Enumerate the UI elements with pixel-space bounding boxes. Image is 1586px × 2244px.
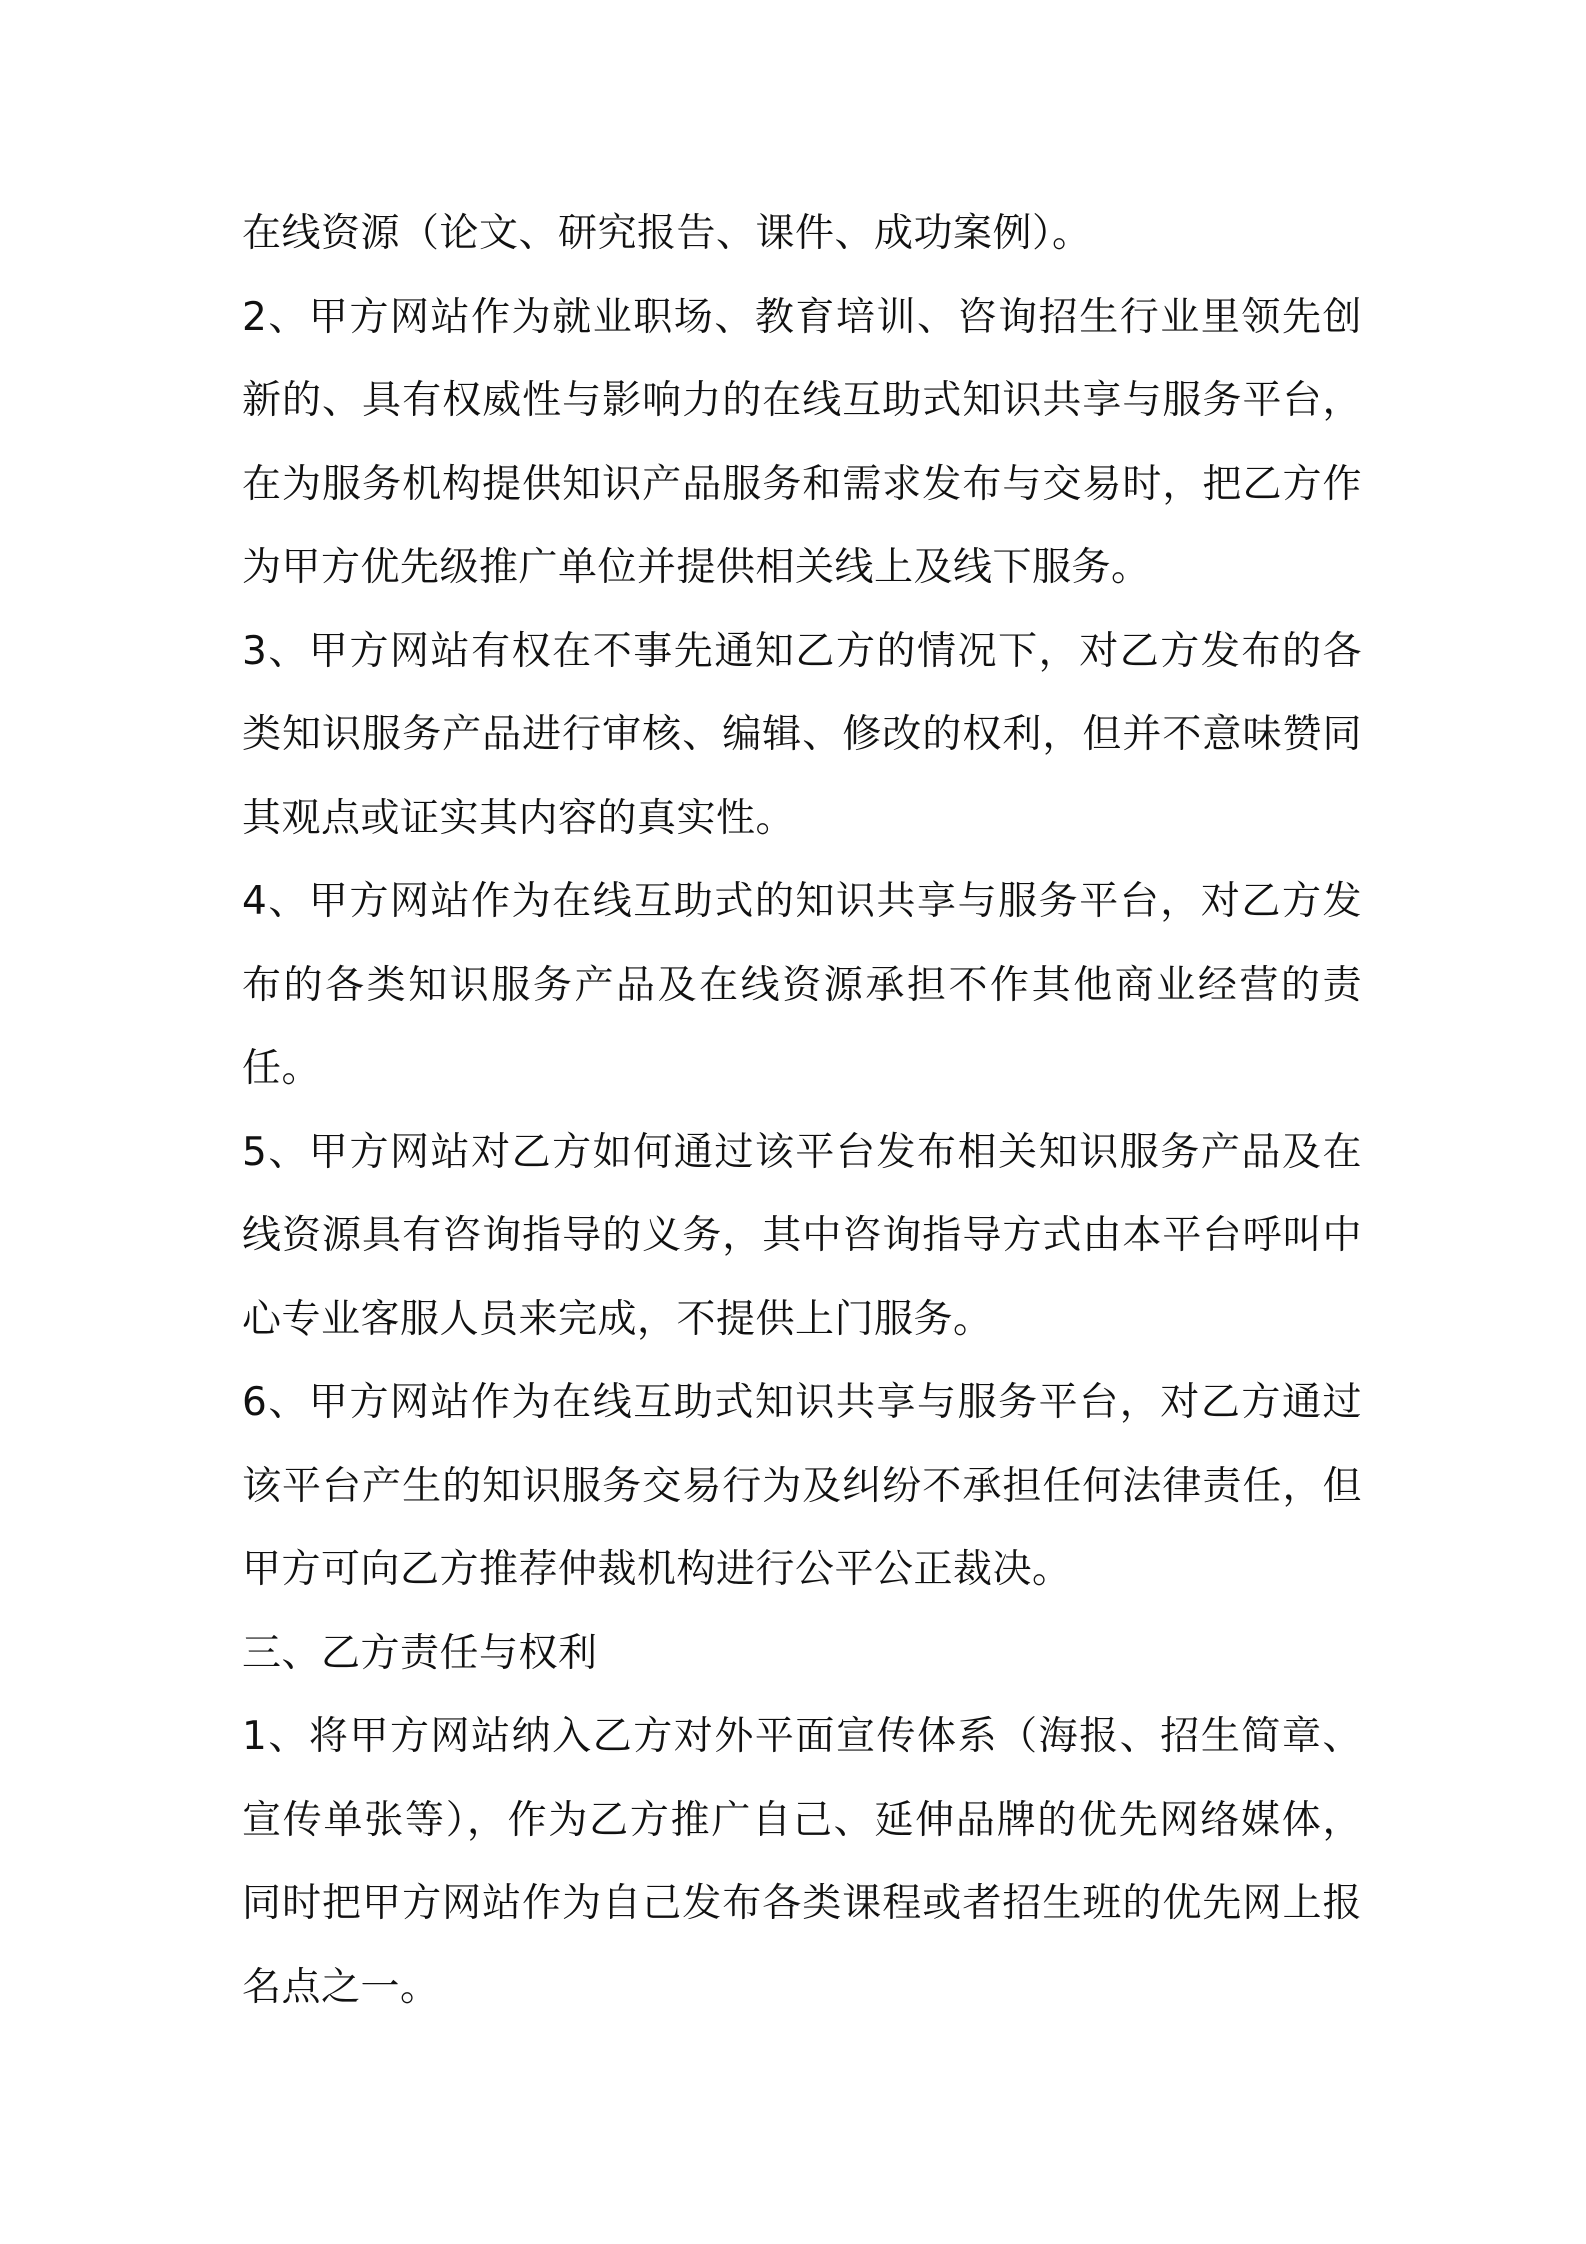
paragraph-continuation: 在线资源（论文、研究报告、课件、成功案例）。 xyxy=(242,211,1092,256)
paragraph-item-6: 6、甲方网站作为在线互助式知识共享与服务平台，对乙方通过该平台产生的知识服务交易行为及纠纷不承担任何法律责任，但甲方可向乙方推荐仲裁机构进行公平公正裁决。 xyxy=(242,1380,1362,1592)
paragraph-section3-item-1: 1、将甲方网站纳入乙方对外平面宣传体系（海报、招生简章、宣传单张等），作为乙方推广自己、延伸品牌的优先网络媒体，同时把甲方网站作为自己发布各类课程或者招生班的优先网上报名点之一。 xyxy=(242,1714,1362,2010)
paragraph-item-4: 4、甲方网站作为在线互助式的知识共享与服务平台，对乙方发布的各类知识服务产品及在线资源承担不作其他商业经营的责任。 xyxy=(242,879,1362,1091)
document-body xyxy=(242,192,1362,2029)
section-heading: 三、乙方责任与权利 xyxy=(242,1630,598,1676)
paragraph-item-5: 5、甲方网站对乙方如何通过该平台发布相关知识服务产品及在线资源具有咨询指导的义务，其中咨询指导方式由本平台呼叫中心专业客服人员来完成，不提供上门服务。 xyxy=(242,1129,1362,1342)
paragraph-item-2: 2、甲方网站作为就业职场、教育培训、咨询招生行业里领先创新的、具有权威性与影响力的在线互助式知识共享与服务平台，在为服务机构提供知识产品服务和需求发布与交易时，把乙方作为甲方优先级推广单位并提供相关线上及线下服务。 xyxy=(242,294,1362,590)
paragraph-item-3: 3、甲方网站有权在不事先通知乙方的情况下，对乙方发布的各类知识服务产品进行审核、编辑、修改的权利，但并不意味赞同其观点或证实其内容的真实性。 xyxy=(242,628,1362,841)
